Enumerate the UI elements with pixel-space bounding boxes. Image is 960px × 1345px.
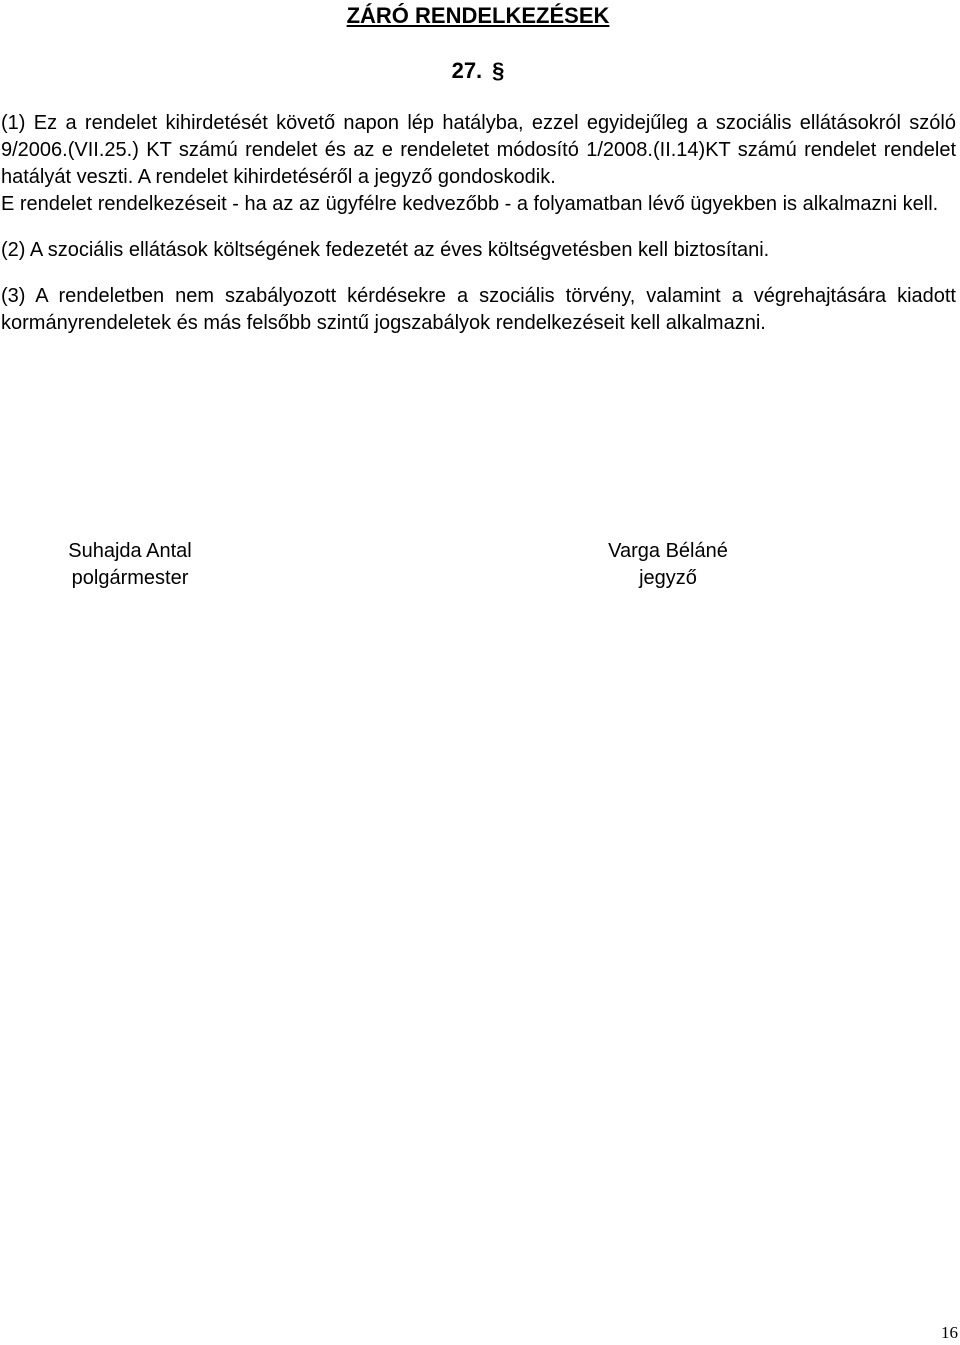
document-body bbox=[1, 110, 956, 337]
signature-left bbox=[40, 538, 220, 592]
section-number: 27. bbox=[451, 58, 483, 83]
document-title: ZÁRÓ RENDELKEZÉSEK bbox=[346, 3, 610, 28]
signatory-role: jegyző bbox=[639, 567, 697, 589]
signatory-name: Suhajda Antal bbox=[68, 540, 192, 562]
paragraph-2: (2) A szociális ellátások költségének fedezetét az éves költségvetésben kell biztosítani. bbox=[1, 239, 770, 261]
page-number: 16 bbox=[941, 1323, 958, 1342]
paragraph-1: (1) Ez a rendelet kihirdetését követő napon lép hatályba, ezzel egyidejűleg a szociális ellátásokról szóló 9/2006.(VII.25.) KT számú rendelet és az e rendeletet módosító 1/2008.(II.14)KT számú rendelet rendelet hatályát veszti. A rendelet kihirdetéséről a jegyző gondoskodik. bbox=[1, 112, 956, 188]
paragraph-3: (3) A rendeletben nem szabályozott kérdésekre a szociális törvény, valamint a végrehajtására kiadott kormányrendeletek és más felsőbb szintű jogszabályok rendelkezéseit kell alkalmazni. bbox=[1, 285, 956, 334]
signatory-name: Varga Béláné bbox=[608, 540, 728, 562]
signatory-role: polgármester bbox=[71, 567, 189, 589]
section-heading bbox=[0, 58, 956, 84]
paragraph-1-continuation: E rendelet rendelkezéseit - ha az az ügyfélre kedvezőbb - a folyamatban lévő ügyekben is alkalmazni kell. bbox=[1, 193, 939, 215]
signature-right bbox=[578, 538, 758, 592]
section-sign: § bbox=[492, 58, 505, 83]
